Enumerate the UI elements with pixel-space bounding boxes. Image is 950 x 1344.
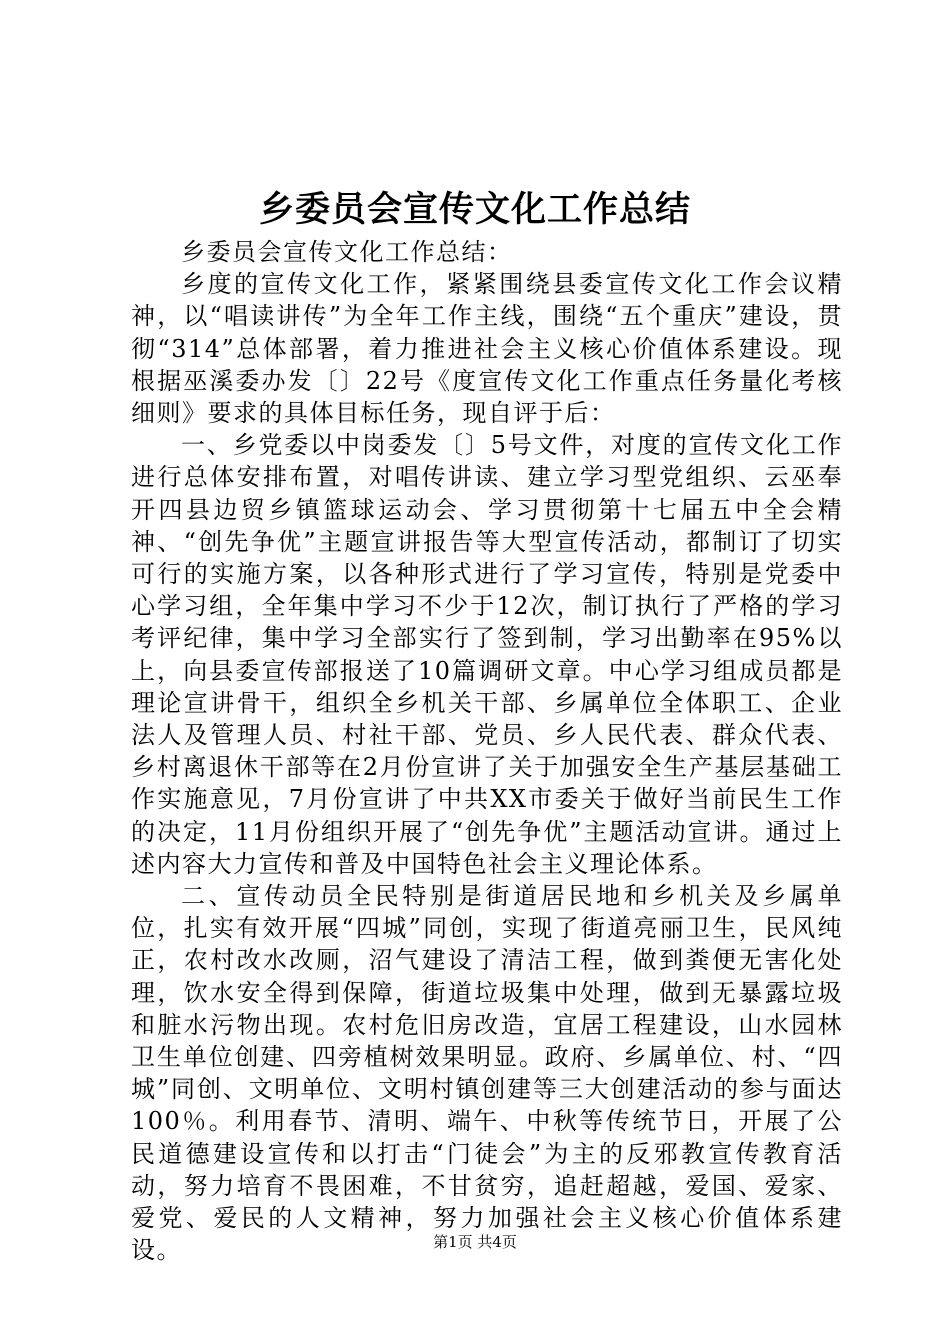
document-body bbox=[131, 236, 843, 1267]
paragraph-overview: 乡度的宣传文化工作，紧紧围绕县委宣传文化工作会议精神，以“唱读讲传”为全年工作主线，围绕“五个重庆”建设，贯彻“314”总体部署，着力推进社会主义核心价值体系建设。现根据巫溪委办发〔〕22号《度宣传文化工作重点任务量化考核细则》要求的具体目标任务，现自评于后： bbox=[131, 270, 843, 428]
document-title: 乡委员会宣传文化工作总结 bbox=[258, 189, 691, 230]
paragraph-intro: 乡委员会宣传文化工作总结： bbox=[181, 238, 513, 266]
paragraph-section-two: 二、宣传动员全民特别是街道居民地和乡机关及乡属单位，扎实有效开展“四城”同创，实现了街道亮丽卫生，民风纯正，农村改水改厕，沼气建设了清洁工程，做到粪便无害化处理，饮水安全得到保障，街道垃圾集中处理，做到无暴露垃圾和脏水污物出现。农村危旧房改造，宜居工程建设，山水园林卫生单位创建、四旁植树效果明显。政府、乡属单位、村、“四城”同创、文明单位、文明村镇创建等三大创建活动的参与面达100％。利用春节、清明、端午、中秋等传统节日，开展了公民道德建设宣传和以打击“门徒会”为主的反邪教宣传教育活动，努力培育不畏困难，不甘贫穷，追赶超越，爱国、爱家、爱党、爱民的人文精神，努力加强社会主义核心价值体系建设。 bbox=[131, 882, 843, 1265]
paragraph-section-one: 一、乡党委以中岗委发〔〕5号文件，对度的宣传文化工作进行总体安排布置，对唱传讲读、建立学习型党组织、云巫奉开四县边贸乡镇篮球运动会、学习贯彻第十七届五中全会精神、“创先争优”主题宣讲报告等大型宣传活动，都制订了切实可行的实施方案，以各种形式进行了学习宣传，特别是党委中心学习组，全年集中学习不少于12次，制订执行了严格的学习考评纪律，集中学习全部实行了签到制，学习出勤率在95%以上，向县委宣传部报送了10篇调研文章。中心学习组成员都是理论宣讲骨干，组织全乡机关干部、乡属单位全体职工、企业法人及管理人员、村社干部、党员、乡人民代表、群众代表、乡村离退休干部等在2月份宣讲了关于加强安全生产基层基础工作实施意见，7月份宣讲了中共XX市委关于做好当前民生工作的决定，11月份组织开展了“创先争优”主题活动宣讲。通过上述内容大力宣传和普及中国特色社会主义理论体系。 bbox=[131, 431, 843, 878]
page-number-footer: 第1页 共4页 bbox=[433, 1233, 517, 1251]
